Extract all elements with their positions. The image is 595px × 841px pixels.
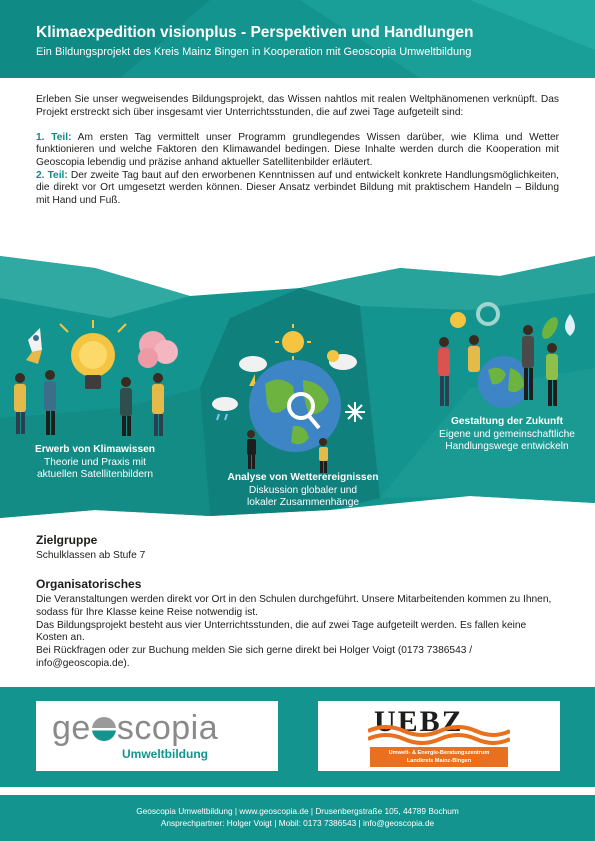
snowflake-icon bbox=[345, 402, 365, 422]
panel-line: lokaler Zusammenhänge bbox=[246, 497, 360, 509]
footer-contact: Ansprechpartner: Holger Voigt | Mobil: 0173 7386543 | info@geoscopia.de bbox=[160, 818, 435, 829]
header-banner bbox=[0, 0, 595, 78]
footer-address: Geoscopia Umweltbildung | www.geoscopia.de | Drusenbergstraße 105, 44789 Bochum bbox=[136, 806, 459, 816]
page-subtitle: Ein Bildungsprojekt des Kreis Mainz Bingen in Kooperation mit Geoscopia Umweltbildung bbox=[36, 46, 472, 58]
teil2-paragraph bbox=[36, 170, 559, 208]
panel-line: Diskussion globaler und bbox=[248, 484, 358, 496]
panel-line: aktuellen Satellitenbildern bbox=[36, 469, 154, 481]
organisatorisches-paragraph: Die Veranstaltungen werden direkt vor Ort in den Schulen durchgeführt. Unsere Mitarbeitenden kommen zu Ihnen, sodass für Ihre Klasse keine Reise notwendig ist. bbox=[36, 594, 552, 618]
teil1-text: Am ersten Tag vermittelt unser Programm grundlegendes Wissen darüber, wie Klima und Wetter funktionieren und welche Faktoren den Klimawandel bedingen. Diese Inhalte werden durch die Kooperation mit Geoscopia lebendig und präzise anhand aktueller Satellitenbilder erläutert. bbox=[36, 131, 559, 168]
page-title: Klimaexpedition visionplus - Perspektiven und Handlungen bbox=[36, 24, 474, 41]
teil2-text: Der zweite Tag baut auf den erworbenen Kenntnissen auf und entwickelt konkrete Handlungsmöglichkeiten, die direkt vor Ort umgesetzt werden können. Dieser Ansatz verbindet Bildung mit praktischem Handeln – Bildung mit Hand und Fuß. bbox=[36, 169, 559, 206]
future-shaping-illustration bbox=[428, 300, 588, 418]
panel-title: Erwerb von Klimawissen bbox=[34, 444, 156, 455]
panel-future-shaping bbox=[416, 416, 595, 454]
uebz-subtitle-line: Landkreis Mainz-Bingen bbox=[406, 758, 472, 764]
lightbulb-icon bbox=[60, 320, 126, 389]
panel-line: Handlungswege entwickeln bbox=[445, 441, 569, 453]
organisatorisches-paragraph: Bei Rückfragen oder zur Buchung melden Sie sich gerne direkt bei Holger Voigt (0173 7386543 / info@geoscopia.de). bbox=[36, 645, 473, 669]
panel-climate-knowledge bbox=[4, 444, 186, 482]
climate-knowledge-illustration bbox=[8, 320, 190, 450]
geoscopia-wordmark bbox=[52, 709, 218, 748]
zielgruppe-heading: Zielgruppe bbox=[36, 533, 98, 547]
panel-line: Eigene und gemeinschaftliche bbox=[439, 428, 575, 440]
teil2-label: 2. Teil: bbox=[36, 169, 68, 181]
brain-icon bbox=[138, 331, 178, 368]
geoscopia-word-left: ge bbox=[52, 709, 91, 747]
uebz-logo bbox=[318, 701, 560, 771]
uebz-subtitle-line: Umwelt- & Energie-Beratungszentrum bbox=[388, 750, 490, 756]
geoscopia-word-right: scopia bbox=[116, 709, 219, 747]
panel-weather-analysis bbox=[212, 472, 394, 510]
intro-paragraph: Erleben Sie unser wegweisendes Bildungsprojekt, das Wissen nahtlos mit realen Weltphänomenen verknüpft. Das Projekt erstreckt sich über insgesamt vier Unterrichtsstunden, die auf zwei Tage aufgeteilt sind: bbox=[36, 94, 559, 118]
uebz-wordmark: UEBZ bbox=[374, 705, 464, 738]
geoscopia-subtitle: Umweltbildung bbox=[122, 747, 208, 761]
rocket-icon bbox=[26, 328, 42, 364]
panel-line: Theorie und Praxis mit bbox=[44, 456, 146, 468]
intro-text bbox=[36, 94, 559, 207]
topics-band bbox=[0, 248, 595, 538]
recycle-icon bbox=[478, 304, 498, 324]
lightbulb-icon bbox=[450, 312, 466, 328]
panel-title: Gestaltung der Zukunft bbox=[450, 416, 564, 427]
teil1-label: 1. Teil: bbox=[36, 131, 72, 143]
logos-band bbox=[0, 687, 595, 787]
footer bbox=[0, 795, 595, 841]
weather-analysis-illustration bbox=[205, 324, 385, 474]
uebz-wave-icon bbox=[368, 723, 510, 745]
water-drop-icon bbox=[565, 314, 575, 336]
sun-icon bbox=[275, 324, 311, 360]
panel-title: Analyse von Wetterereignissen bbox=[227, 472, 379, 483]
organisatorisches-text bbox=[36, 594, 559, 671]
organisatorisches-heading: Organisatorisches bbox=[36, 577, 142, 591]
teil1-paragraph bbox=[36, 132, 559, 170]
globe-icon bbox=[249, 360, 341, 452]
organisatorisches-paragraph: Das Bildungsprojekt besteht aus vier Unterrichtsstunden, die auf zwei Tage aufgeteilt werden. Es fallen keine Kosten an. bbox=[36, 619, 527, 644]
uebz-subtitle-box bbox=[370, 747, 508, 767]
leaf-icon bbox=[539, 315, 561, 342]
geoscopia-logo bbox=[36, 701, 278, 771]
zielgruppe-text: Schulklassen ab Stufe 7 bbox=[36, 550, 146, 561]
globe-o-icon bbox=[92, 717, 116, 741]
